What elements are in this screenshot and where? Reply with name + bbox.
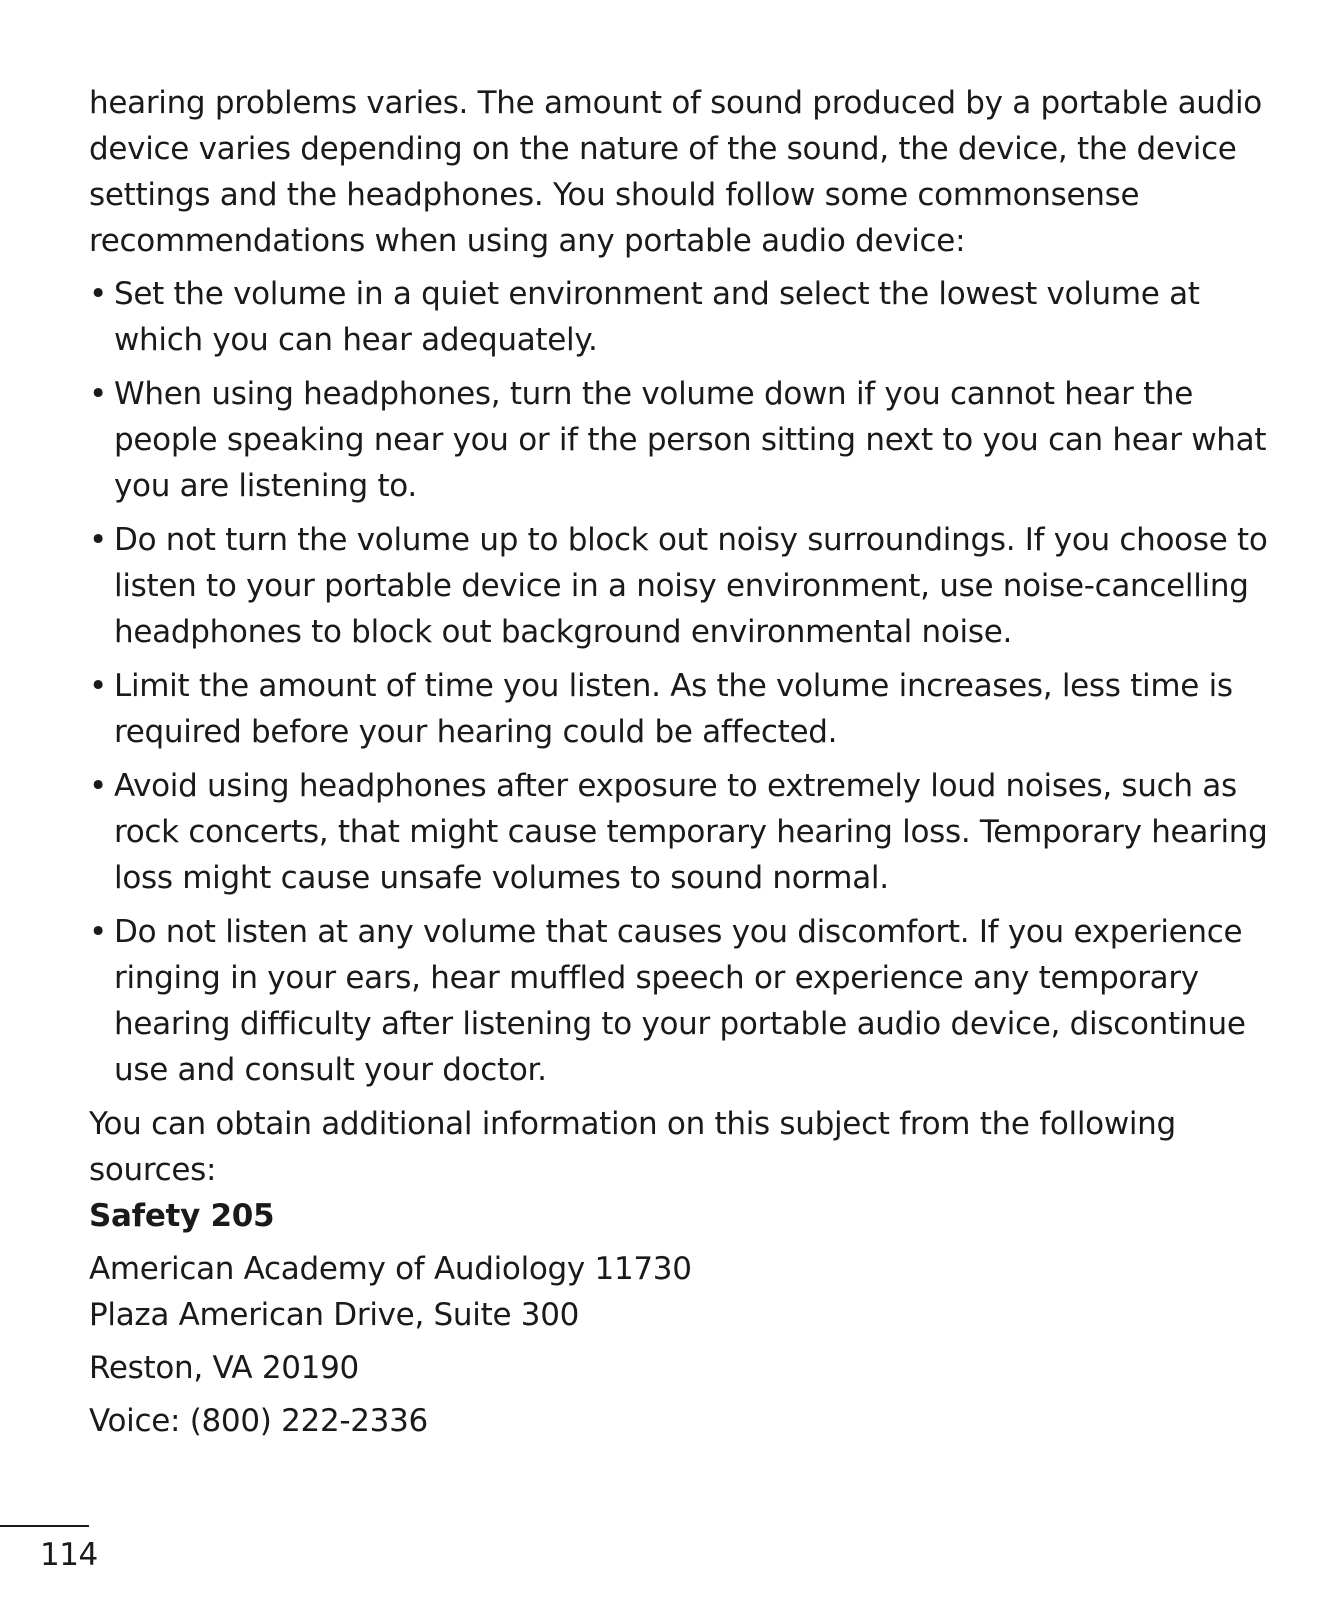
list-item-text: Set the volume in a quiet environment and select the lowest volume at which you can hear adequately. <box>114 276 1200 358</box>
bullet-icon: • <box>89 668 107 704</box>
list-item <box>89 517 1289 655</box>
recommendations-list <box>89 271 1289 1093</box>
sources-intro: You can obtain additional information on this subject from the following sources: <box>89 1106 1176 1188</box>
list-item-text: Do not listen at any volume that causes you discomfort. If you experience ringing in your ears, hear muffled speech or experience any temporary hearing difficulty after listening to your portable audio device, discontinue use and consult your doctor. <box>114 914 1246 1088</box>
list-item <box>89 763 1289 901</box>
list-item <box>89 663 1289 755</box>
bullet-icon: • <box>89 914 107 950</box>
address-city: Reston, VA 20190 <box>89 1350 359 1386</box>
bullet-icon: • <box>89 376 107 412</box>
address-line-2: Plaza American Drive, Suite 300 <box>89 1297 580 1333</box>
list-item <box>89 271 1289 363</box>
page-number: 114 <box>40 1537 98 1573</box>
intro-paragraph: hearing problems varies. The amount of sound produced by a portable audio device varies depending on the nature of the sound, the device, the device settings and the headphones. You should follow some commonsense recommendations when using any portable audio device: <box>89 85 1262 259</box>
bullet-icon: • <box>89 522 107 558</box>
list-item-text: Limit the amount of time you listen. As the volume increases, less time is required before your hearing could be affected. <box>114 668 1233 750</box>
voice-phone: Voice: (800) 222-2336 <box>89 1403 428 1439</box>
list-item <box>89 371 1289 509</box>
list-item-text: Avoid using headphones after exposure to extremely loud noises, such as rock concerts, that might cause temporary hearing loss. Temporary hearing loss might cause unsafe volumes to sound normal. <box>114 768 1268 896</box>
footer-divider <box>0 1525 89 1527</box>
address-line-1: American Academy of Audiology 11730 <box>89 1251 692 1287</box>
section-heading: Safety 205 <box>89 1198 275 1234</box>
bullet-icon: • <box>89 276 107 312</box>
list-item-text: Do not turn the volume up to block out noisy surroundings. If you choose to listen to your portable device in a noisy environment, use noise-cancelling headphones to block out background environmental noise. <box>114 522 1268 650</box>
page-content <box>89 80 1289 1451</box>
address-block <box>89 1246 1289 1338</box>
list-item <box>89 909 1289 1093</box>
bullet-icon: • <box>89 768 107 804</box>
list-item-text: When using headphones, turn the volume down if you cannot hear the people speaking near you or if the person sitting next to you can hear what you are listening to. <box>114 376 1267 504</box>
